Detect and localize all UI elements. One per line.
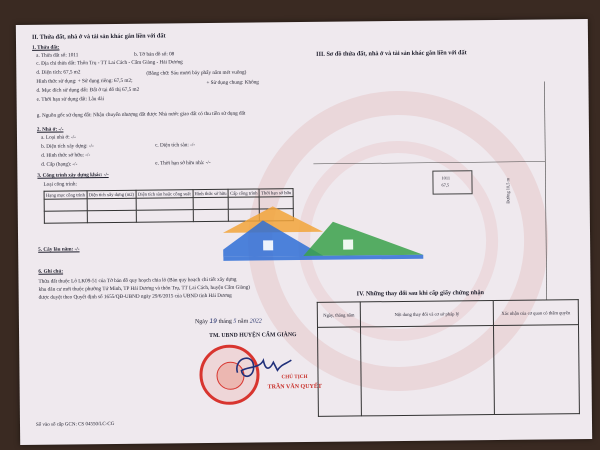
note-line: Thửa đất thuộc Lô LK09-51 của Tờ bản đồ quy hoạch chia lô (Bản quy hoạch chi tiết xây dựng <box>38 276 237 285</box>
table-header-cell: Diện tích xây dựng (m2) <box>88 191 135 198</box>
table-header-row <box>317 300 578 328</box>
other-construction-subheading: 3. Công trình xây dựng khác: -/- <box>37 172 109 179</box>
note-line: khu dân cư mới thuộc phường Tứ Minh, TP Hải Dương và thôn Trụ, TT Lai Cách, huyện Cẩm Giàng) <box>38 284 251 293</box>
section-iv-heading: IV. Những thay đổi sau khi cấp giấy chứng nhận <box>356 289 485 298</box>
land-origin: g. Nguồn gốc sử dụng đất: Nhận chuyển nhượng đất được Nhà nước giao đất có thu tiền sử dụng đất <box>36 110 246 119</box>
issue-date <box>195 318 262 325</box>
plot-diagram-number: 1011 <box>441 175 451 181</box>
plot-area: d. Diện tích: 67,5 m2 <box>36 69 81 76</box>
house-floor-area: c. Diện tích sàn: -/- <box>155 142 196 149</box>
house-build-area: b. Diện tích xây dựng: -/- <box>41 143 94 150</box>
house-type: a. Loại nhà ở: -/- <box>40 134 76 141</box>
table-header-cell: Ngày, tháng năm <box>317 302 360 327</box>
table-row <box>317 325 579 417</box>
perennial-trees-subheading: 5. Cây lâu năm: -/- <box>38 246 80 253</box>
plot-area-words: (Bằng chữ: Sáu mươi bảy phẩy năm mét vuông) <box>146 69 247 77</box>
certificate-number: Số vào sổ cấp GCN: CS 04550/LC-CG <box>35 421 115 428</box>
plot-number: a. Thửa đất số: 1011 <box>36 52 79 59</box>
section-ii-heading: II. Thửa đất, nhà ở và tài sản khác gắn liền với đất <box>31 32 166 41</box>
house-term: e. Thời hạn sở hữu nhà: -/- <box>155 159 211 167</box>
note-line: được duyệt theo Quyết định số 1655/QĐ-UBND ngày 29/6/2015 của UBND tỉnh Hải Dương <box>38 292 232 301</box>
table-header-cell: Diện tích sàn hoặc công suất <box>136 190 193 199</box>
signer-name: TRẦN VĂN QUYẾT <box>267 383 322 391</box>
table-header-cell: Nội dung thay đổi và cơ sở pháp lý <box>360 301 493 327</box>
usage-form: Hình thức sử dụng: + Sử dụng riêng: 67,5 m2; <box>36 77 133 85</box>
usage-shared: + Sử dụng chung: Không <box>206 79 259 87</box>
table-header-cell: Xác nhận của cơ quan có thẩm quyền <box>493 300 578 326</box>
plot-diagram-area: 67,5 <box>441 182 450 188</box>
construction-type-label: Loại công trình: <box>43 181 77 188</box>
table-header-cell: Cấp công trình <box>230 190 258 196</box>
date-month-label: tháng <box>218 318 232 325</box>
changes-table <box>317 299 580 417</box>
plot-address: c. Địa chỉ thửa đất: Thôn Trụ - TT Lai Cách - Cẩm Giàng - Hải Dương <box>36 59 183 67</box>
house-logo-watermark <box>223 199 434 271</box>
section-iii-heading: III. Sơ đồ thửa đất, nhà ở và tài sản khác gắn liền với đất <box>316 49 467 58</box>
plot-outline <box>432 170 472 194</box>
date-year-label: năm <box>237 318 249 325</box>
land-plot-subheading: 1. Thửa đất: <box>32 44 60 51</box>
date-year: 2022 <box>249 318 262 325</box>
house-grade: đ. Cấp (hạng): -/- <box>41 161 78 168</box>
date-day: 19 <box>209 317 218 325</box>
issuing-authority: TM. UBND HUYỆN CẨM GIÀNG <box>209 332 297 339</box>
usage-term: e. Thời hạn sử dụng đất: Lâu dài <box>36 96 105 103</box>
usage-purpose: d. Mục đích sử dụng đất: Đất ở tại đô thị 67,5 m2 <box>36 86 140 94</box>
road-width-label: Đường 10,5 m <box>505 178 511 204</box>
house-ownership: d. Hình thức sở hữu: -/- <box>41 152 91 159</box>
table-header-cell: Hạng mục công trình <box>45 192 85 198</box>
date-month: 5 <box>233 318 237 325</box>
table-header-cell: Thời hạn sở hữu <box>261 190 292 196</box>
notes-subheading: 6. Ghi chú: <box>38 268 64 275</box>
certificate-page <box>16 19 592 445</box>
handwritten-signature <box>229 346 299 387</box>
house-subheading: 2. Nhà ở: -/- <box>36 126 64 133</box>
table-header-cell: Hình thức sở hữu <box>194 190 227 197</box>
date-prefix: Ngày <box>194 319 208 326</box>
signer-role: CHỦ TỊCH <box>281 373 308 381</box>
map-sheet-number: b. Tờ bản đồ số: 08 <box>134 51 175 58</box>
